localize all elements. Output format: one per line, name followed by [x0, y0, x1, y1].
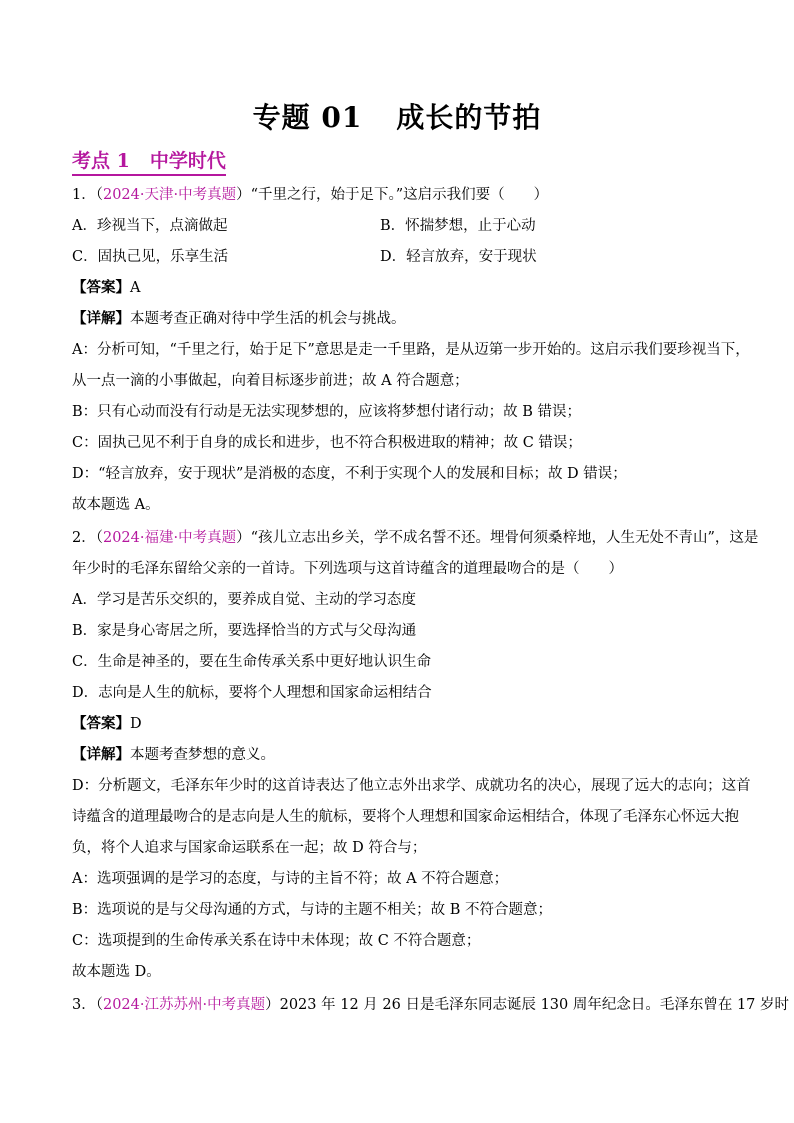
question-1-stem	[72, 185, 724, 205]
explanation-line: 故本题选 D。	[72, 964, 161, 980]
explanation-line: D：分析题文，毛泽东年少时的这首诗表达了他立志外出求学、成就功名的决心，展现了远大的志向；这首	[72, 778, 751, 794]
question-2-option-b: B．家是身心寄居之所，要选择恰当的方式与父母沟通	[72, 623, 417, 639]
detail-tag: 【详解】	[72, 746, 130, 763]
detail-text: 本题考查梦想的意义。	[130, 747, 275, 763]
section-number: 考点 1	[72, 150, 130, 172]
answer-value: A	[130, 280, 141, 296]
question-2-option-d: D．志向是人生的航标，要将个人理想和国家命运相结合	[72, 685, 432, 701]
question-1-answer	[72, 278, 724, 298]
question-2-stem-cont: 年少时的毛泽东留给父亲的一首诗。下列选项与这首诗蕴含的道理最吻合的是（ ）	[72, 561, 623, 577]
paren-close: ）	[236, 187, 251, 203]
detail-text: 本题考查正确对待中学生活的机会与挑战。	[130, 311, 406, 327]
explanation-line: 负，将个人追求与国家命运联系在一起；故 D 符合与；	[72, 840, 427, 856]
question-2-option-c: C．生命是神圣的，要在生命传承关系中更好地认识生命	[72, 654, 432, 670]
question-source: 2024·福建·中考真题	[102, 530, 237, 546]
question-number: 3．	[72, 997, 96, 1013]
paren-close: ）	[265, 997, 280, 1013]
question-2-stem	[72, 528, 759, 548]
explanation-line: 诗蕴含的道理最吻合的是志向是人生的航标，要将个人理想和国家命运相结合，体现了毛泽东心怀远大抱	[72, 809, 739, 825]
question-2-answer	[72, 714, 724, 734]
question-1-option-a: A．珍视当下，点滴做起	[72, 218, 228, 234]
question-1-option-b: B．怀揣梦想，止于心动	[380, 218, 536, 234]
page-title	[0, 96, 794, 136]
explanation-line: 从一点一滴的小事做起，向着目标逐步前进；故 A 符合题意；	[72, 373, 469, 389]
detail-tag: 【详解】	[72, 310, 130, 327]
question-3-stem	[72, 995, 790, 1015]
question-source: 2024·江苏苏州·中考真题	[102, 997, 266, 1013]
explanation-line: 故本题选 A。	[72, 497, 160, 513]
question-1-option-d: D．轻言放弃，安于现状	[380, 249, 537, 265]
question-2-option-a: A．学习是苦乐交织的，要养成自觉、主动的学习态度	[72, 592, 416, 608]
question-1-option-c: C．固执己见，乐享生活	[72, 249, 229, 265]
explanation-line: D：“轻言放弃，安于现状”是消极的态度，不利于实现个人的发展和目标；故 D 错误；	[72, 466, 627, 482]
explanation-line: C：固执己见不利于自身的成长和进步，也不符合积极进取的精神；故 C 错误；	[72, 435, 582, 451]
paren-open: （	[95, 187, 103, 203]
title-number: 专题 01	[252, 101, 363, 134]
question-number: 2．	[72, 530, 96, 546]
explanation-line: B：选项说的是与父母沟通的方式，与诗的主题不相关；故 B 不符合题意；	[72, 902, 553, 918]
question-source: 2024·天津·中考真题	[102, 187, 237, 203]
explanation-line: A：选项强调的是学习的态度，与诗的主旨不符；故 A 不符合题意；	[72, 871, 509, 887]
answer-tag: 【答案】	[72, 279, 130, 296]
section-heading	[72, 146, 226, 176]
question-number: 1．	[72, 187, 96, 203]
question-text: “千里之行，始于足下。”这启示我们要（ ）	[250, 187, 549, 203]
title-text: 成长的节拍	[396, 101, 542, 134]
paren-open: （	[95, 530, 103, 546]
question-2-detail	[72, 745, 724, 765]
explanation-line: B：只有心动而没有行动是无法实现梦想的，应该将梦想付诸行动；故 B 错误；	[72, 404, 582, 420]
answer-tag: 【答案】	[72, 715, 130, 732]
paren-open: （	[95, 997, 103, 1013]
question-text: 2023 年 12 月 26 日是毛泽东同志诞辰 130 周年纪念日。毛泽东曾在 17 岁时	[279, 997, 790, 1013]
question-1-detail	[72, 309, 724, 329]
answer-value: D	[130, 716, 142, 732]
section-text: 中学时代	[149, 150, 226, 172]
explanation-line: C：选项提到的生命传承关系在诗中未体现；故 C 不符合题意；	[72, 933, 481, 949]
paren-close: ）	[236, 530, 251, 546]
explanation-line: A：分析可知，“千里之行，始于足下”意思是走一千里路，是从迈第一步开始的。这启示我们要珍视当下，	[72, 342, 750, 358]
question-text: “孩儿立志出乡关，学不成名誓不还。埋骨何须桑梓地，人生无处不青山”，这是	[250, 530, 759, 546]
